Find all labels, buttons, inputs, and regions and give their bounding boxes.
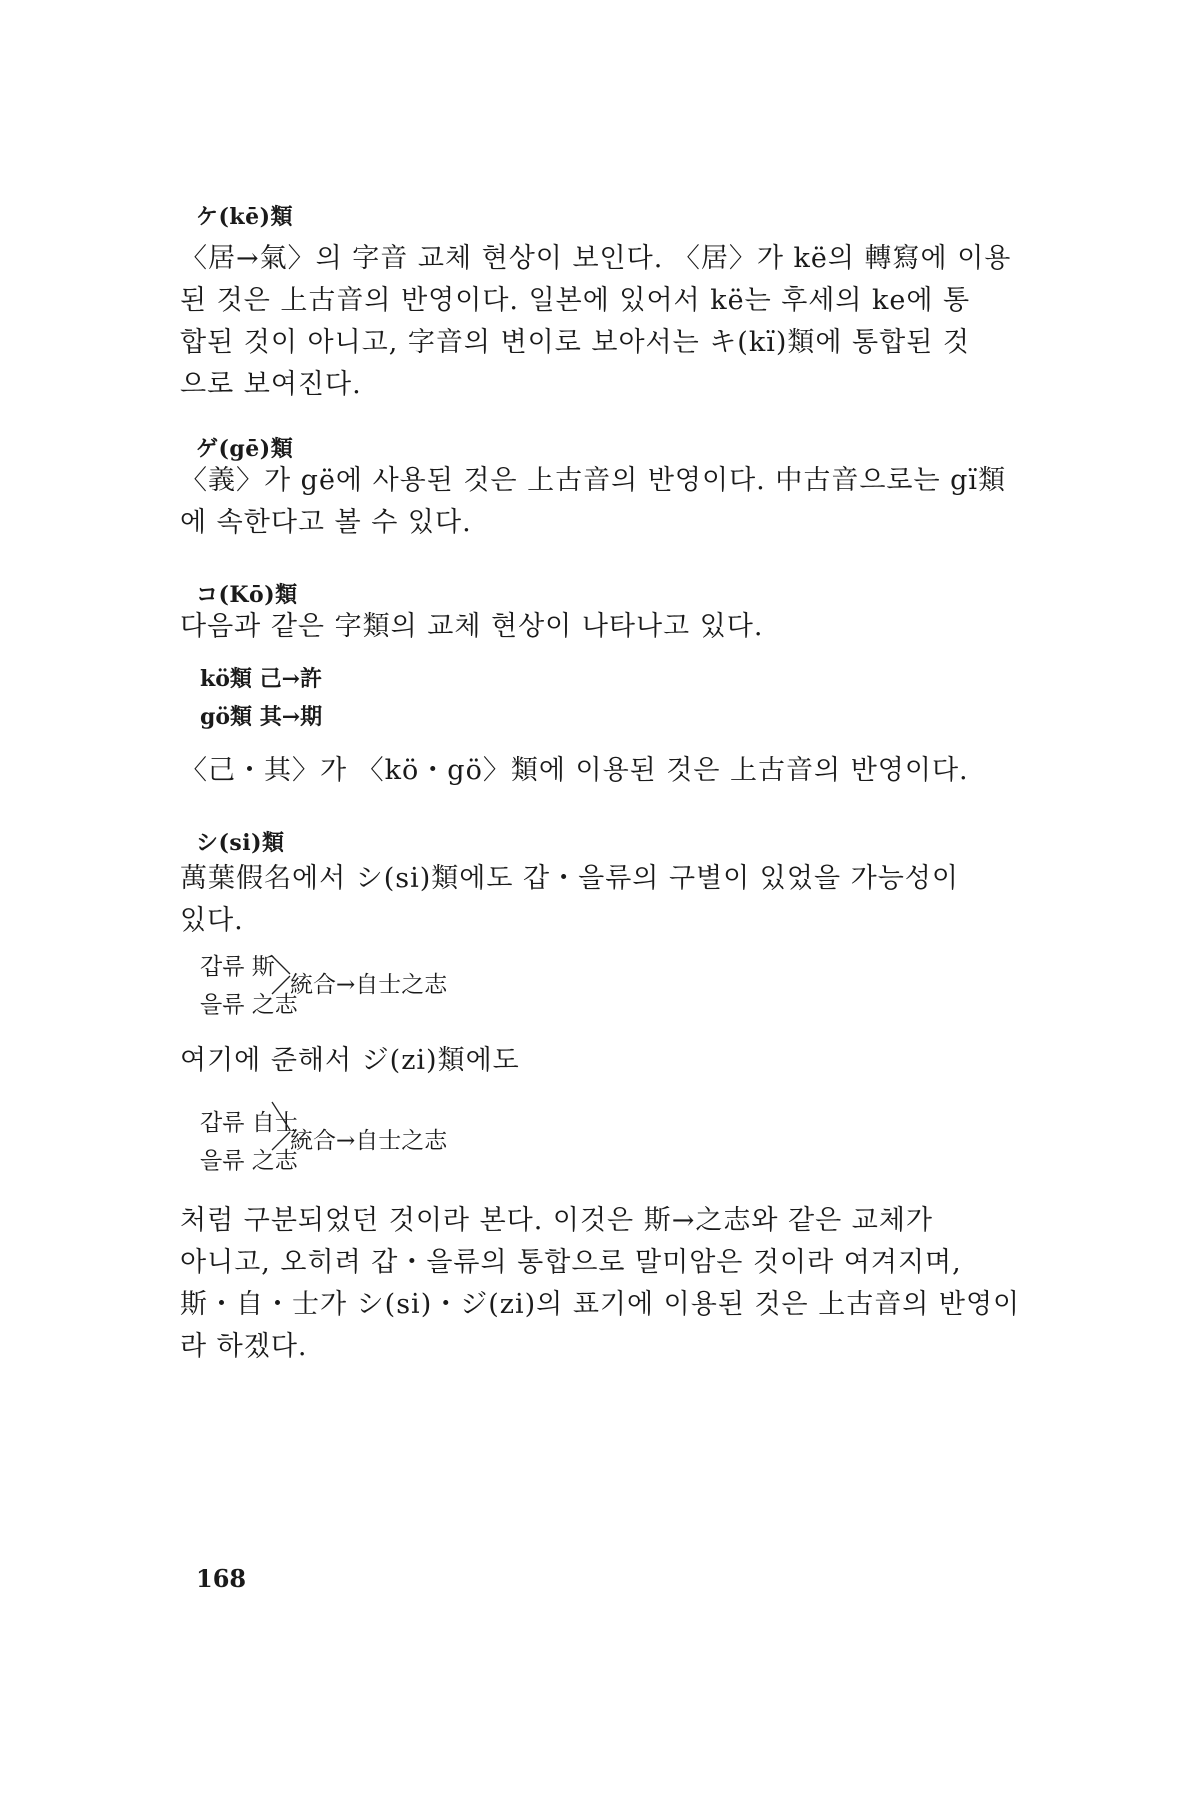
text-line: 〈己・其〉가 〈kö・gö〉類에 이용된 것은 上古音의 반영이다.: [180, 755, 969, 786]
text-line: 합된 것이 아니고, 字音의 변이로 보아서는 キ(kï)類에 통합된 것: [180, 327, 970, 358]
merge-row-gap: 갑류 斯: [200, 954, 275, 980]
paragraph-ge: [180, 460, 1020, 544]
merge-bracket-icon: [200, 1104, 260, 1174]
merge-row-gap: 갑류 自士: [200, 1110, 298, 1136]
text-line: 라 하겠다.: [180, 1331, 308, 1362]
example-line: kö類 己→許: [200, 666, 323, 692]
text-line: 斯・自・士가 シ(si)・ジ(zi)의 표기에 이용된 것은 上古音의 반영이: [180, 1289, 1021, 1320]
page-number: 168: [196, 1564, 247, 1593]
merge-result: 統合→自士之志: [290, 1128, 448, 1154]
merge-result: 統合→自士之志: [290, 972, 448, 998]
merge-row-eul: 을류 之志: [200, 992, 298, 1018]
example-line: gö類 其→期: [200, 704, 323, 730]
text-line: 있다.: [180, 905, 244, 936]
merge-diagram-si: [200, 948, 520, 1028]
paragraph-ko: [180, 606, 1020, 648]
merge-bracket-icon: [200, 948, 260, 1018]
section-heading-ko: コ(Kō)類: [196, 582, 298, 608]
paragraph-ke: [180, 238, 1020, 406]
paragraph-si-after: [180, 1200, 1020, 1368]
text-line: 아니고, 오히려 갑・을류의 통합으로 말미암은 것이라 여겨지며,: [180, 1247, 962, 1278]
text-line: 처럼 구분되었던 것이라 본다. 이것은 斯→之志와 같은 교체가: [180, 1205, 934, 1236]
text-line: 다음과 같은 字類의 교체 현상이 나타나고 있다.: [180, 611, 764, 642]
section-heading-ge: ゲ(gē)類: [196, 436, 294, 462]
text-line: 된 것은 上古音의 반영이다. 일본에 있어서 kë는 후세의 ke에 통: [180, 285, 971, 316]
section-heading-si: シ(si)類: [196, 830, 285, 856]
paragraph-zi-intro: [180, 1040, 1020, 1082]
section-heading-ke: ケ(kē)類: [196, 204, 294, 230]
example-list-ko: [200, 660, 322, 736]
paragraph-si: [180, 858, 1020, 942]
text-line: 여기에 준해서 ジ(zi)類에도: [180, 1045, 520, 1076]
merge-diagram-zi: [200, 1104, 520, 1184]
paragraph-ko-after: [180, 750, 1020, 792]
text-line: 〈義〉가 gë에 사용된 것은 上古音의 반영이다. 中古音으로는 gï類: [180, 465, 1007, 496]
text-line: 으로 보여진다.: [180, 369, 362, 400]
text-line: 〈居→氣〉의 字音 교체 현상이 보인다. 〈居〉가 kë의 轉寫에 이용: [180, 243, 1012, 274]
merge-row-eul: 을류 之志: [200, 1148, 298, 1174]
text-line: 에 속한다고 볼 수 있다.: [180, 507, 472, 538]
text-line: 萬葉假名에서 シ(si)類에도 갑・을류의 구별이 있었을 가능성이: [180, 863, 959, 894]
